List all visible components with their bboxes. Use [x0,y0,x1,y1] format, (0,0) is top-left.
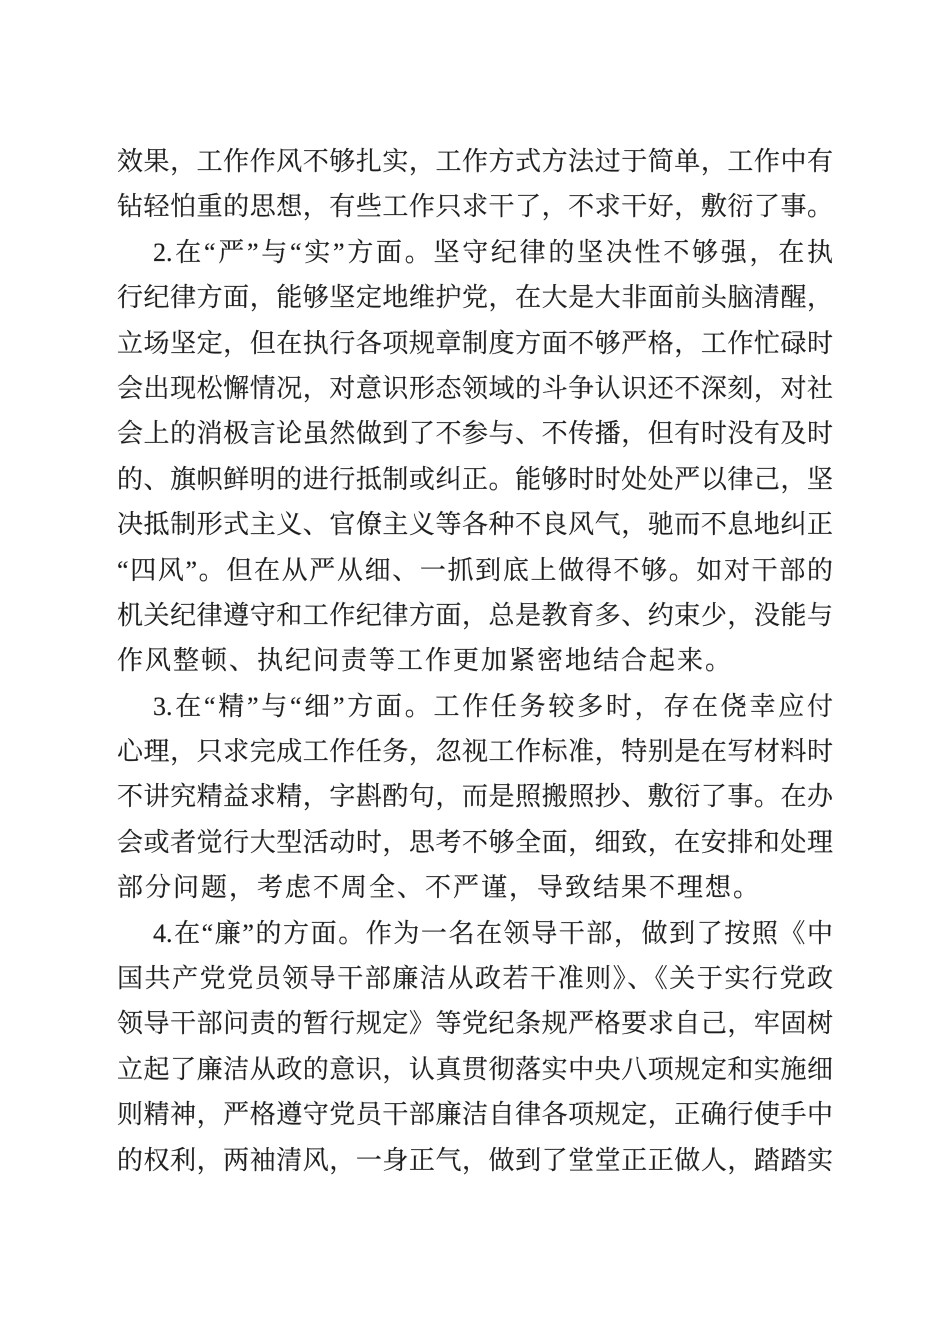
text-line: 作风整顿、执纪问责等工作更加紧密地结合起来。 [117,646,734,676]
document-body [117,139,833,1183]
text-line: 不讲究精益求精，字斟酌句，而是照搬照抄、敷衍了事。在办 [117,782,833,812]
text-line: 决抵制形式主义、官僚主义等各种不良风气，驰而不息地纠正 [117,510,833,540]
paragraph [117,139,833,230]
text-line: “四风”。但在从严从细、一抓到底上做得不够。如对干部的 [117,555,833,585]
text-line: 的权利，两袖清风，一身正气，做到了堂堂正正做人，踏踏实 [117,1145,833,1175]
paragraph [117,911,833,1183]
text-line: 的、旗帜鲜明的进行抵制或纠正。能够时时处处严以律己，坚 [117,464,833,494]
text-line: 会或者觉行大型活动时，思考不够全面，细致，在安排和处理 [117,827,833,857]
text-line: 领导干部问责的暂行规定》等党纪条规严格要求自己，牢固树 [117,1009,833,1039]
paragraph [117,684,833,911]
text-line: 会出现松懈情况，对意识形态领域的斗争认识还不深刻，对社 [117,373,833,403]
text-line: 国共产党党员领导干部廉洁从政若干准则》、《关于实行党政 [117,964,833,994]
text-line: 心理，只求完成工作任务，忽视工作标准，特别是在写材料时 [117,737,833,767]
text-line: 3.在“精”与“细”方面。工作任务较多时，存在侥幸应付 [153,691,833,721]
text-line: 会上的消极言论虽然做到了不参与、不传播，但有时没有及时 [117,419,833,449]
paragraph [117,230,833,684]
text-line: 立起了廉洁从政的意识，认真贯彻落实中央八项规定和实施细 [117,1054,833,1084]
text-line: 部分问题，考虑不周全、不严谨，导致结果不理想。 [117,873,762,903]
text-line: 4.在“廉”的方面。作为一名在领导干部，做到了按照《中 [153,918,833,948]
text-line: 机关纪律遵守和工作纪律方面，总是教育多、约束少，没能与 [117,600,833,630]
text-line: 效果，工作作风不够扎实，工作方式方法过于简单，工作中有 [117,147,833,176]
text-line: 2.在“严”与“实”方面。坚守纪律的坚决性不够强，在执 [153,237,833,267]
text-line: 则精神，严格遵守党员干部廉洁自律各项规定，正确行使手中 [117,1100,833,1130]
text-line: 立场坚定，但在执行各项规章制度方面不够严格，工作忙碌时 [117,328,833,358]
text-line: 行纪律方面，能够坚定地维护党，在大是大非面前头脑清醒， [117,283,833,313]
text-line: 钻轻怕重的思想，有些工作只求干了，不求干好，敷衍了事。 [117,192,833,222]
